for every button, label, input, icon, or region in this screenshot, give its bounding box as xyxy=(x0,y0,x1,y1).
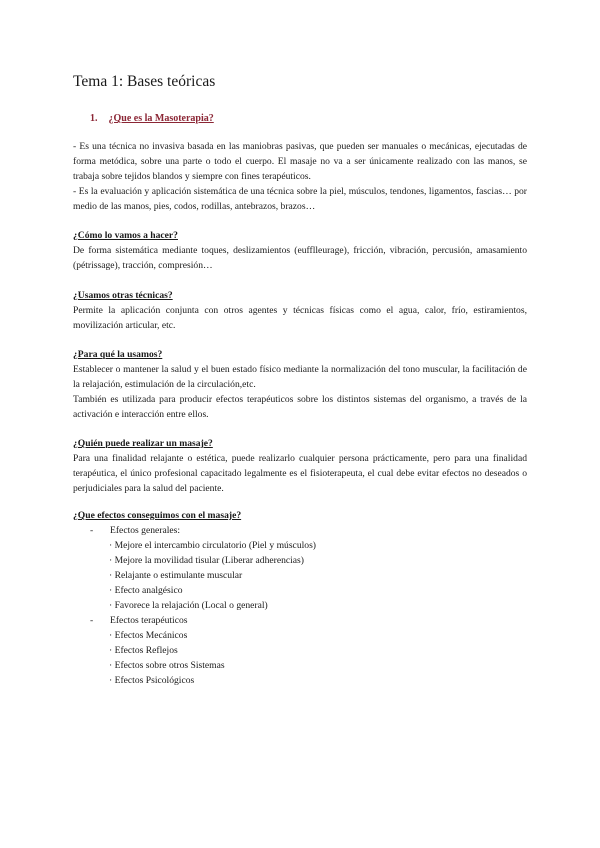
para-block xyxy=(73,347,527,422)
quien-text: Para una finalidad relajante o estética, puede realizarlo cualquier persona prácticamente, pero para una finalidad terapéutica, el único profesional capacitado legalmente es el fisioterapeuta, el cual debe evitar efectos no deseados o perjudiciales para la salud del paciente. xyxy=(73,453,527,494)
list-subitem: · Favorece la relajación (Local o general) xyxy=(109,600,268,611)
como-block xyxy=(73,228,527,273)
list-dash: - xyxy=(90,615,94,626)
list-subitem: · Efectos sobre otros Sistemas xyxy=(109,660,225,671)
list-subitem: · Mejore el intercambio circulatorio (Piel y músculos) xyxy=(109,540,317,551)
intro-paragraph-1: - Es una técnica no invasiva basada en las maniobras pasivas, que pueden ser manuales o mecánicas, ejecutadas de forma metódica, sobre una parte o todo el cuerpo. El masaje no va a ser únicamente realizado con las manos, se trabaja sobre tejidos blandos y siempre con fines terapéuticos. xyxy=(73,141,527,182)
list-subitem: · Mejore la movilidad tisular (Liberar adherencias) xyxy=(109,555,304,566)
list-subitem: · Relajante o estimulante muscular xyxy=(109,570,243,581)
efectos-heading: ¿Que efectos conseguimos con el masaje? xyxy=(73,510,242,521)
terapeuticos-label: Efectos terapéuticos xyxy=(110,615,188,626)
list-subitem: · Efecto analgésico xyxy=(109,585,183,596)
list-subitem: · Efectos Mecánicos xyxy=(109,630,188,641)
efectos-block xyxy=(73,508,527,523)
list-dash: - xyxy=(90,525,94,536)
para-text-2: También es utilizada para producir efectos terapéuticos sobre los distintos sistemas del organismo, a través de la activación e interacción entre ellos. xyxy=(73,394,527,420)
efectos-list xyxy=(73,523,527,688)
generales-label: Efectos generales: xyxy=(110,525,181,536)
list-subitem: · Efectos Reflejos xyxy=(109,645,178,656)
section-title: ¿Que es la Masoterapia? xyxy=(108,113,214,124)
otras-text: Permite la aplicación conjunta con otros agentes y técnicas físicas como el agua, calor, frío, estiramientos, movilización articular, etc. xyxy=(73,305,527,331)
section-number: 1. xyxy=(90,113,98,124)
intro-block xyxy=(73,139,527,214)
para-text-1: Establecer o mantener la salud y el buen estado físico mediante la normalización del tono muscular, la facilitación de la relajación, estimulación de la circulación,etc. xyxy=(73,364,527,390)
para-heading: ¿Para qué la usamos? xyxy=(73,349,163,360)
otras-block xyxy=(73,288,527,333)
como-heading: ¿Cómo lo vamos a hacer? xyxy=(73,230,178,241)
list-item-terapeuticos xyxy=(73,613,527,628)
como-text: De forma sistemática mediante toques, deslizamientos (eufflleurage), fricción, vibración, percusión, amasamiento (pétrissage), tracción, compresión… xyxy=(73,245,527,271)
intro-paragraph-2: - Es la evaluación y aplicación sistemática de una técnica sobre la piel, músculos, tendones, ligamentos, fascias… por medio de las manos, pies, codos, rodillas, antebrazos, brazos… xyxy=(73,186,527,212)
list-subitem: · Efectos Psicológicos xyxy=(109,675,195,686)
otras-heading: ¿Usamos otras técnicas? xyxy=(73,290,173,301)
section-heading xyxy=(90,111,214,126)
list-item-generales xyxy=(73,523,527,538)
quien-block xyxy=(73,436,527,496)
quien-heading: ¿Quién puede realizar un masaje? xyxy=(73,438,213,449)
page-title: Tema 1: Bases teóricas xyxy=(73,73,216,90)
